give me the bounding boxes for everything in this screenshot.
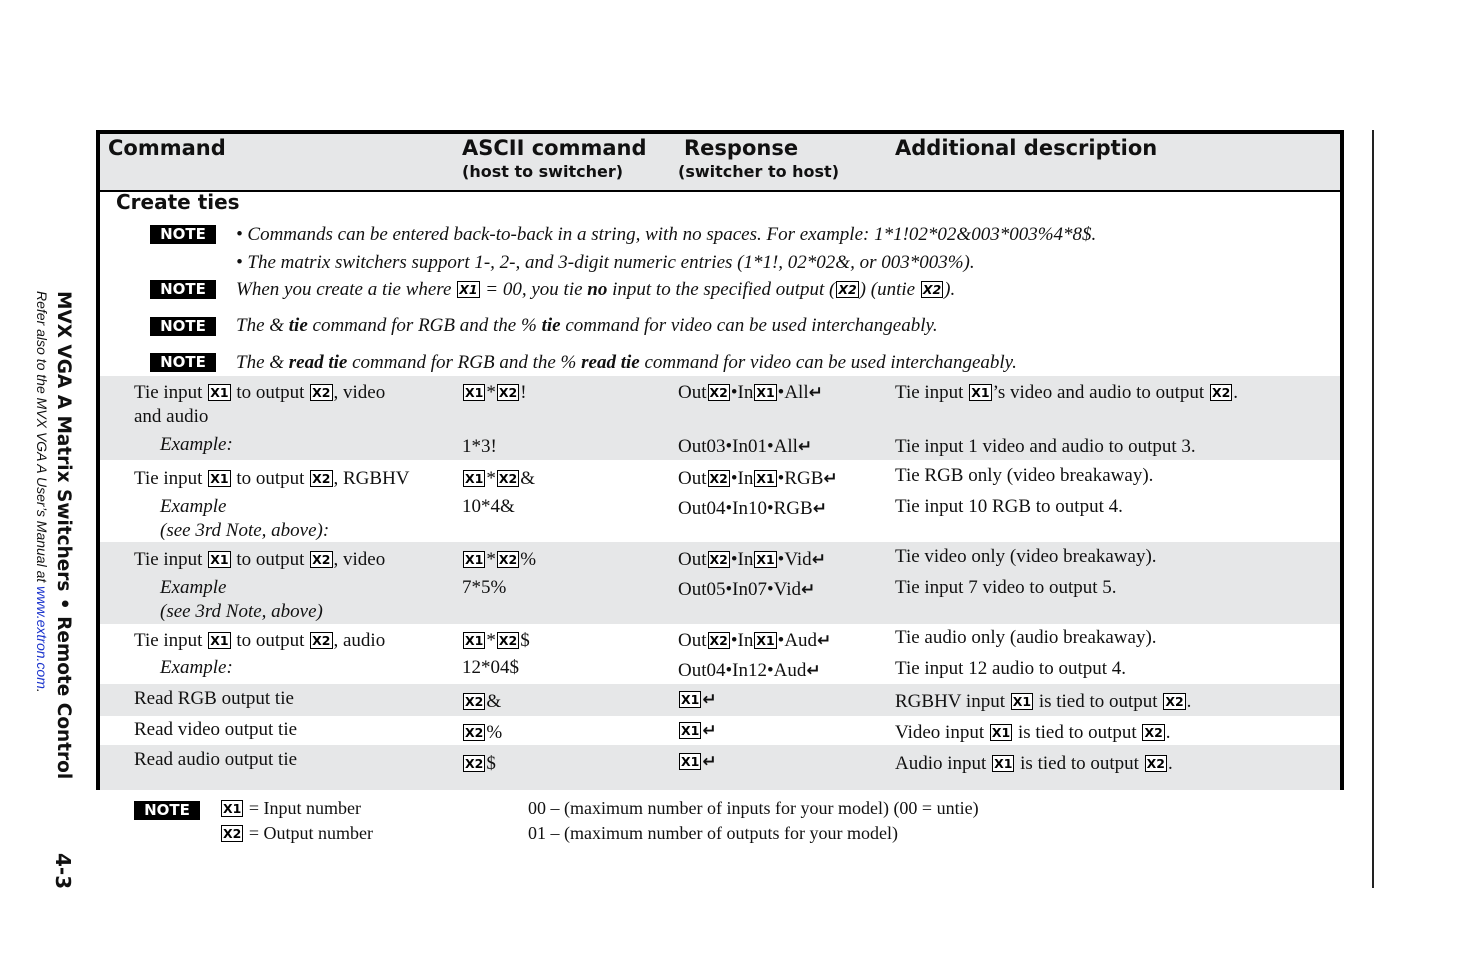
desc-text: ’s video and audio to output xyxy=(992,382,1209,403)
note-segment: command for video can be used interchangeably. xyxy=(639,352,1017,373)
return-icon: ↵ xyxy=(702,690,717,710)
running-title: MVX VGA A Matrix Switchers • Remote Control xyxy=(53,291,74,780)
ascii-symbol: & xyxy=(520,468,535,489)
x1-variable: X1 xyxy=(465,385,484,400)
x1-variable: X1 xyxy=(223,801,242,816)
x1-variable: X1 xyxy=(210,633,229,648)
note-badge: NOTE xyxy=(150,317,216,336)
x1-variable: X1 xyxy=(756,385,775,400)
desc-text: RGBHV input xyxy=(895,691,1010,712)
x1-variable: X1 xyxy=(465,552,484,567)
ascii-star: * xyxy=(486,630,496,651)
x2-variable: X2 xyxy=(465,694,484,709)
resp-text: Out xyxy=(678,468,707,489)
note-emphasis: tie xyxy=(288,315,308,336)
return-icon: ↵ xyxy=(806,661,821,681)
legend-x1 xyxy=(220,798,361,820)
note-segment: ) (untie xyxy=(859,279,920,300)
x2-variable: X2 xyxy=(709,385,728,400)
resp-text: Out xyxy=(678,549,707,570)
ascii-star: * xyxy=(486,549,496,570)
cmd-read-vid: Read video output tie xyxy=(134,719,298,740)
cmd-text: , audio xyxy=(333,630,386,651)
note-badge: NOTE xyxy=(150,353,216,372)
return-icon: ↵ xyxy=(797,437,813,457)
ascii-example: 12*04$ xyxy=(462,657,519,678)
x1-variable: X1 xyxy=(681,754,700,769)
x2-variable: X2 xyxy=(838,282,857,297)
x2-variable: X2 xyxy=(498,633,518,648)
resp-text: Out xyxy=(678,630,707,651)
desc-text: . xyxy=(1186,691,1192,712)
note-segment: The & xyxy=(236,315,289,336)
desc-text: Tie input xyxy=(895,382,969,403)
return-icon: ↵ xyxy=(812,499,827,519)
ascii-example: 10*4& xyxy=(462,496,515,517)
legend-text: = Output number xyxy=(244,823,373,843)
x2-variable: X2 xyxy=(709,552,728,567)
ascii-symbol: $ xyxy=(486,753,496,774)
x2-variable: X2 xyxy=(1144,725,1163,740)
desc-read-vid xyxy=(895,722,1171,745)
note-text xyxy=(236,352,1017,375)
cmd-read-aud: Read audio output tie xyxy=(134,749,298,770)
resp-text: Out03•In01•All xyxy=(678,436,798,457)
x2-variable: X2 xyxy=(312,385,331,400)
cmd-text: Tie input xyxy=(134,382,208,403)
ascii-tie-av xyxy=(462,382,527,405)
x2-variable: X2 xyxy=(709,471,728,486)
page-number: 4-3 xyxy=(51,853,75,890)
desc-text: Audio input xyxy=(895,753,992,774)
x1-variable: X1 xyxy=(994,756,1013,771)
x1-variable: X1 xyxy=(681,723,700,738)
note-badge: NOTE xyxy=(150,280,216,299)
resp-text: •Aud xyxy=(777,630,818,651)
x1-variable: X1 xyxy=(681,692,700,707)
header-command: Command xyxy=(108,136,226,160)
desc-tie-rgb: Tie RGB only (video breakaway). xyxy=(895,465,1154,486)
desc-text: is tied to output xyxy=(1034,691,1163,712)
resp-text: •In xyxy=(730,382,754,403)
cmd-text: to output xyxy=(231,630,310,651)
cmd-text: to output xyxy=(231,468,310,489)
desc-text: Video input xyxy=(895,722,989,743)
example-note: (see 3rd Note, above) xyxy=(160,601,323,622)
x1-variable: X1 xyxy=(465,633,484,648)
x1-variable: X1 xyxy=(1012,694,1032,709)
resp-example xyxy=(678,436,812,459)
desc-text: . xyxy=(1233,382,1239,403)
x1-variable: X1 xyxy=(459,282,478,297)
ascii-tie-rgb xyxy=(462,468,535,491)
manual-reference-text: Refer also to the MVX VGA A User’s Manual at xyxy=(34,291,50,587)
ascii-tie-vid xyxy=(462,549,536,572)
desc-read-aud xyxy=(895,753,1173,776)
cmd-text: , video xyxy=(333,549,386,570)
resp-example xyxy=(678,579,815,602)
desc-example: Tie input 7 video to output 5. xyxy=(895,577,1117,598)
desc-example: Tie input 10 RGB to output 4. xyxy=(895,496,1123,517)
desc-example: Tie input 1 video and audio to output 3. xyxy=(895,436,1196,457)
cmd-tie-aud xyxy=(134,630,385,653)
x2-variable: X2 xyxy=(1146,756,1165,771)
cmd-tie-rgb xyxy=(134,468,410,491)
x1-variable: X1 xyxy=(756,471,775,486)
cmd-text: , RGBHV xyxy=(333,468,410,489)
x1-variable: X1 xyxy=(210,552,229,567)
return-icon: ↵ xyxy=(817,631,832,651)
header-ascii-sub: (host to switcher) xyxy=(462,162,624,181)
note-emphasis: read tie xyxy=(581,352,640,373)
x1-variable: X1 xyxy=(210,471,229,486)
resp-example xyxy=(678,660,821,683)
note-segment: command for video can be used interchangeably. xyxy=(560,315,938,336)
note-segment: command for RGB and the % xyxy=(347,352,582,373)
legend-x2-range: 01 – (maximum number of outputs for your model) xyxy=(528,823,898,843)
manual-reference xyxy=(34,291,50,693)
example-label: Example: xyxy=(160,434,233,455)
ascii-tie-aud xyxy=(462,630,530,653)
legend-x2 xyxy=(220,823,373,845)
x1-variable: X1 xyxy=(991,725,1011,740)
note-emphasis: tie xyxy=(541,315,561,336)
desc-tie-vid: Tie video only (video breakaway). xyxy=(895,546,1157,567)
right-margin-rule xyxy=(1372,130,1374,888)
resp-read-rgb xyxy=(678,689,717,712)
return-icon: ↵ xyxy=(702,752,717,772)
x2-variable: X2 xyxy=(498,471,518,486)
x2-variable: X2 xyxy=(465,725,484,740)
resp-example xyxy=(678,498,827,521)
x2-variable: X2 xyxy=(223,826,242,841)
cmd-text: Tie input xyxy=(134,468,208,489)
resp-text: Out04•In12•Aud xyxy=(678,660,807,681)
header-ascii: ASCII command xyxy=(462,136,647,160)
ascii-example: 7*5% xyxy=(462,577,507,598)
desc-tie-aud: Tie audio only (audio breakaway). xyxy=(895,627,1157,648)
header-response: Response xyxy=(684,136,799,160)
x2-variable: X2 xyxy=(1165,694,1184,709)
cmd-text: Tie input xyxy=(134,549,208,570)
cmd-read-rgb: Read RGB output tie xyxy=(134,688,294,709)
example-label: Example xyxy=(160,496,227,517)
cmd-text: and audio xyxy=(134,406,209,427)
note-text: • The matrix switchers support 1-, 2-, and 3-digit numeric entries (1*1!, 02*02&, or 003*003%). xyxy=(236,252,975,273)
x2-variable: X2 xyxy=(312,471,331,486)
note-emphasis: read tie xyxy=(288,352,348,373)
resp-text: •In xyxy=(730,549,754,570)
x1-variable: X1 xyxy=(971,385,990,400)
header-response-sub: (switcher to host) xyxy=(678,162,840,181)
resp-tie-vid xyxy=(678,549,826,572)
x1-variable: X1 xyxy=(465,471,484,486)
legend-text: = Input number xyxy=(244,798,361,818)
cmd-text: to output xyxy=(231,549,310,570)
ascii-star: * xyxy=(486,382,496,403)
return-icon: ↵ xyxy=(702,721,717,741)
ascii-symbol: % xyxy=(486,722,503,743)
header-description: Additional description xyxy=(895,136,1158,160)
return-icon: ↵ xyxy=(823,469,838,489)
x2-variable: X2 xyxy=(465,756,484,771)
resp-text: •RGB xyxy=(777,468,824,489)
note-segment: input to the specified output ( xyxy=(607,279,836,300)
resp-text: •All xyxy=(777,382,809,403)
x1-variable: X1 xyxy=(756,552,775,567)
note-badge: NOTE xyxy=(150,225,216,244)
return-icon: ↵ xyxy=(811,550,826,570)
note-text xyxy=(236,315,938,338)
resp-text: •Vid xyxy=(777,549,812,570)
resp-text: Out xyxy=(678,382,707,403)
note-segment: ). xyxy=(944,279,956,300)
note-segment: command for RGB and the % xyxy=(307,315,542,336)
table-header xyxy=(100,134,1340,192)
note-segment: The & xyxy=(236,352,289,373)
desc-tie-av xyxy=(895,382,1238,405)
x2-variable: X2 xyxy=(498,385,518,400)
x2-variable: X2 xyxy=(1211,385,1231,400)
ascii-example: 1*3! xyxy=(462,436,497,457)
cmd-tie-vid xyxy=(134,549,385,572)
x1-variable: X1 xyxy=(210,385,229,400)
cmd-tie-av xyxy=(134,382,385,405)
x2-variable: X2 xyxy=(709,633,728,648)
desc-text: . xyxy=(1168,753,1173,774)
ascii-star: * xyxy=(486,468,496,489)
note-text: • Commands can be entered back-to-back in a string, with no spaces. For example: 1*1!02*02&003*003%4*8$. xyxy=(236,224,1097,245)
desc-text: is tied to output xyxy=(1013,722,1142,743)
example-note: (see 3rd Note, above): xyxy=(160,520,330,541)
cmd-text: to output xyxy=(231,382,310,403)
footer-note-badge: NOTE xyxy=(134,801,200,820)
section-title: Create ties xyxy=(116,190,240,214)
desc-read-rgb xyxy=(895,691,1191,714)
resp-text: •In xyxy=(730,630,754,651)
resp-text: •In xyxy=(730,468,754,489)
ascii-symbol: & xyxy=(486,691,502,712)
x2-variable: X2 xyxy=(312,633,331,648)
resp-tie-av xyxy=(678,382,823,405)
x2-variable: X2 xyxy=(498,552,518,567)
extron-link[interactable]: www.extron.com xyxy=(34,586,50,689)
cmd-text: , video xyxy=(333,382,386,403)
legend-x1-range: 00 – (maximum number of inputs for your model) (00 = untie) xyxy=(528,798,979,818)
note-emphasis: no xyxy=(587,279,608,300)
command-table xyxy=(96,130,1344,790)
example-label: Example xyxy=(160,577,227,598)
resp-tie-rgb xyxy=(678,468,838,491)
ascii-read-aud xyxy=(462,753,496,776)
return-icon: ↵ xyxy=(801,580,816,600)
note-segment: When you create a tie where xyxy=(236,279,457,300)
ascii-symbol: % xyxy=(520,549,537,570)
ascii-read-rgb xyxy=(462,691,501,714)
example-label: Example: xyxy=(160,657,233,678)
cmd-text: Tie input xyxy=(134,630,208,651)
ascii-symbol: ! xyxy=(520,382,527,403)
x2-variable: X2 xyxy=(922,282,942,297)
resp-text: Out04•In10•RGB xyxy=(678,498,813,519)
resp-tie-aud xyxy=(678,630,831,653)
resp-text: Out05•In07•Vid xyxy=(678,579,801,600)
return-icon: ↵ xyxy=(808,383,823,403)
note-text xyxy=(236,279,955,302)
desc-text: . xyxy=(1165,722,1171,743)
x2-variable: X2 xyxy=(312,552,331,567)
ascii-symbol: $ xyxy=(520,630,530,651)
x1-variable: X1 xyxy=(756,633,775,648)
resp-read-aud xyxy=(678,751,717,774)
note-segment: = 00, you tie xyxy=(480,279,588,300)
ascii-read-vid xyxy=(462,722,502,745)
desc-text: is tied to output xyxy=(1015,753,1144,774)
resp-read-vid xyxy=(678,720,717,743)
manual-reference-end: . xyxy=(34,688,50,693)
desc-example: Tie input 12 audio to output 4. xyxy=(895,658,1127,679)
